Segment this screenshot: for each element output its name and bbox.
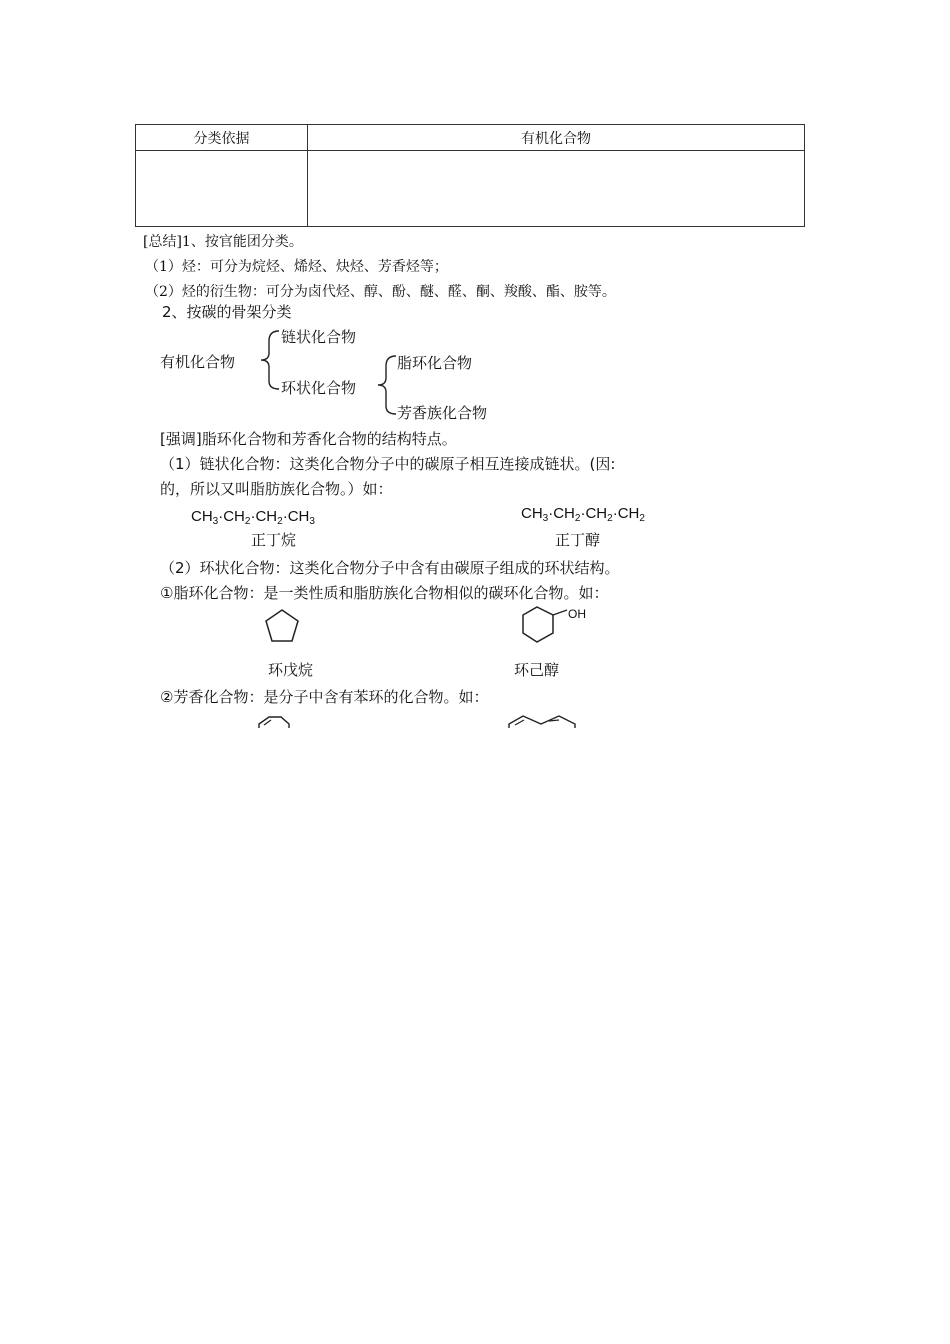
skeleton-heading: 2、按碳的骨架分类	[162, 303, 292, 321]
summary-line-1: [总结]1、按官能团分类。	[143, 234, 303, 250]
summary-line-2: （1）烃：可分为烷烃、烯烃、炔烃、芳香烃等；	[145, 259, 448, 275]
cyclopentane-structure-icon	[260, 606, 304, 646]
tree-alicyclic-label: 脂环化合物	[397, 354, 473, 372]
brace-left-icon	[255, 325, 285, 395]
emphasis-line-1: [强调]脂环化合物和芳香化合物的结构特点。	[160, 430, 457, 448]
name-butane: 正丁烷	[251, 531, 297, 549]
oh-label: OH	[568, 607, 586, 621]
name-cyclopentane: 环戊烷	[268, 661, 314, 679]
emphasis-line-3: 的，所以又叫脂肪族化合物。）如：	[160, 480, 393, 498]
tree-aromatic-label: 芳香族化合物	[397, 404, 488, 422]
brace-right-icon	[372, 350, 402, 420]
cyclohexanol-structure-icon	[520, 604, 572, 648]
classification-table	[135, 124, 805, 227]
formula-butanol: $CH_3\cdot CH_2\cdot CH_2\cdot CH_2$	[521, 505, 645, 524]
emphasis-line-5: ①脂环化合物：是一类性质和脂肪族化合物相似的碳环化合物。如：	[160, 584, 609, 602]
name-butanol: 正丁醇	[555, 531, 601, 549]
table-header-basis: 分类依据	[193, 131, 250, 147]
table-row-divider	[136, 150, 804, 151]
summary-line-3: （2）烃的衍生物：可分为卤代烃、醇、酚、醚、醛、酮、羧酸、酯、胺等。	[145, 284, 616, 300]
emphasis-line-6: ②芳香化合物：是分子中含有苯环的化合物。如：	[160, 688, 489, 706]
tree-chain-label: 链状化合物	[281, 328, 357, 346]
emphasis-line-2: （1）链状化合物：这类化合物分子中的碳原子相互连接成链状。(因:	[160, 455, 616, 473]
naphthalene-fragment-icon	[505, 712, 581, 730]
tree-ring-label: 环状化合物	[281, 379, 357, 397]
benzene-fragment-icon	[255, 714, 295, 730]
formula-butane: $CH_3\cdot CH_2\cdot CH_2\cdot CH_3$	[191, 508, 315, 527]
name-cyclohexanol: 环己醇	[514, 661, 560, 679]
emphasis-line-4: （2）环状化合物：这类化合物分子中含有由碳原子组成的环状结构。	[160, 559, 620, 577]
tree-root-label: 有机化合物	[160, 353, 236, 371]
table-header-compound: 有机化合物	[521, 131, 591, 147]
